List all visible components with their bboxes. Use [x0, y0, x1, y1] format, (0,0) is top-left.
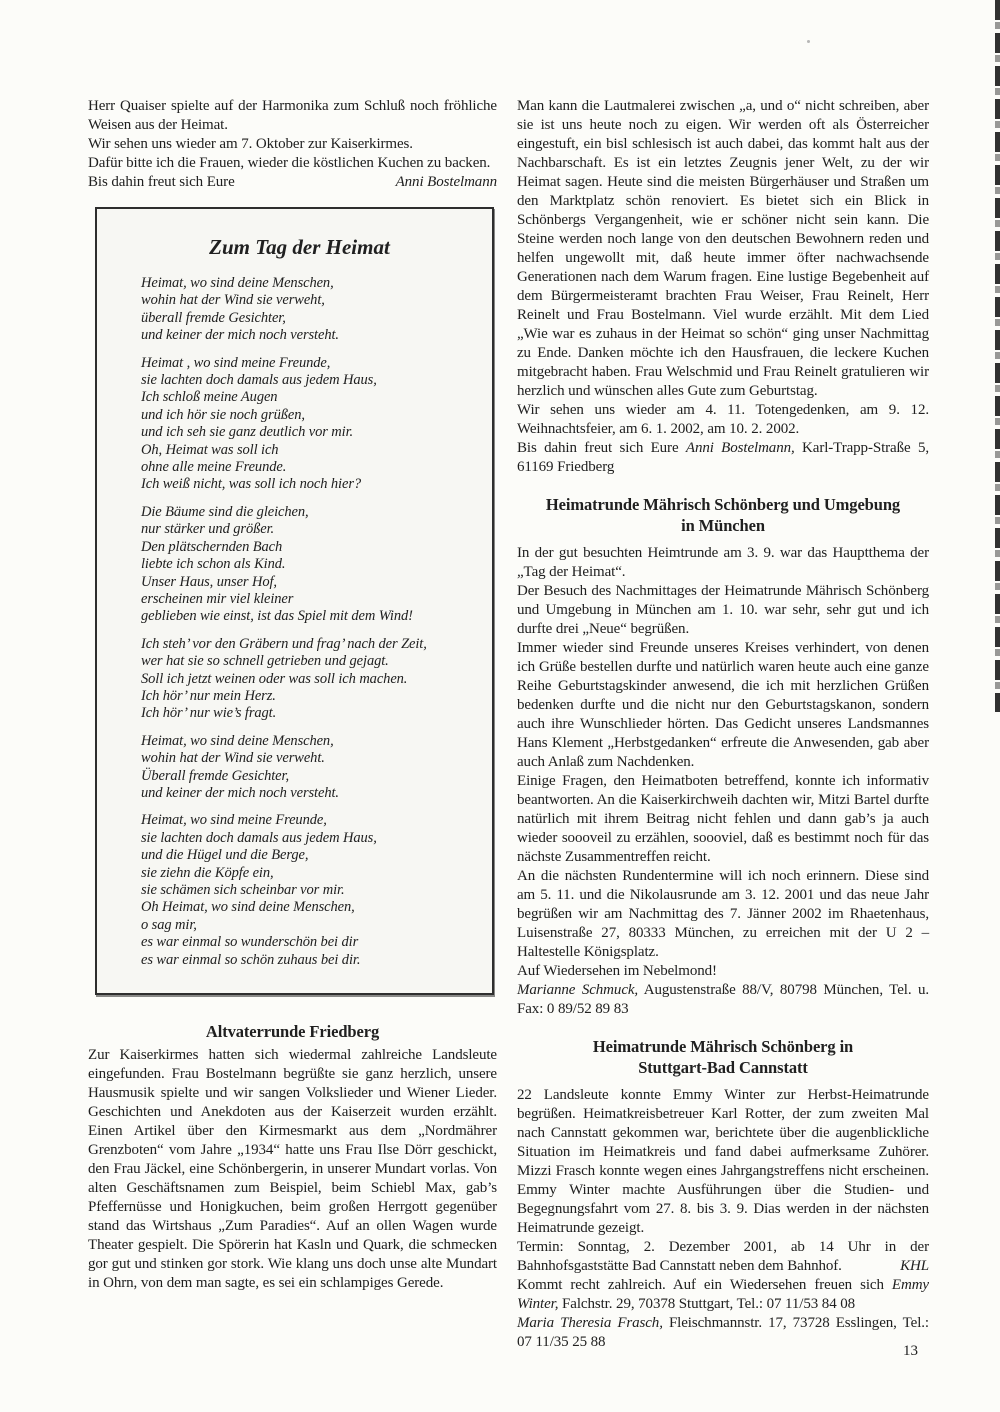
- poem-line: es war einmal so schön zuhaus bei dir.: [141, 951, 361, 968]
- heading-line: Heimatrunde Mährisch Schönberg und Umgebung: [545, 495, 901, 514]
- report-section: [517, 97, 929, 477]
- closing-text: Bis dahin freut sich Eure: [517, 440, 686, 456]
- report-body: Man kann die Lautmalerei zwischen „a, und o“ nicht schreiben, aber sie ist uns heute noch zu eigen. Wir werden oft als Österreicher eingestuft, ein bisl schlesisch ist auch dabei, das kommt halt aus der Nachbarschaft. Es ist ein letztes Zeugnis jener Welt, zu der wir Heimat sagen. Heute sind die meisten Bürgerhäuser und Straßen um den Marktplatz schön renoviert. Es bietet sich ein Blick in Schönbergs Vergangenheit, wie er schöner nicht sein kann. Die Steine werden noch lange von den deutschen Bewohnern reden und helfen ungewollt mit, daß heute immer öfter nachwachsende Generationen nach dem Warum fragen. Eine lustige Begebenheit auf dem Bürgermeisteramt brachten Frau Weiser, Frau Reinelt, Herr Reinelt und Frau Bostelmann. Viel wurde erzählt. Mit dem Lied „Wie war es zuhaus in der Heimat so schön“ ging unser Nachmittag zu Ende. Danken möchte ich den Hausfrauen, die leckere Kuchen mitgebracht haben. Frau Welschmid und Frau Reinelt gratulieren wir herzlich und wünschen alles Gute zum Geburtstag.: [517, 98, 929, 399]
- section-paragraph: Immer wieder sind Freunde unseres Kreises verhindert, von denen ich Grüße bestellen durfte und natürlich waren heute auch eine ganze Reihe Geburtstagskinder anwesend, die ich mit herzlichen Grüßen bedenken durfte und die nicht nur den Geburtstagskanon, sondern auch ihre Wunschlieder hörten. Das Gedicht unseres Landsmannes Hans Klement „Herbstgedanken“ erfreute die Anwesenden, gab aber auch Anlaß zum Nachdenken.: [517, 640, 929, 770]
- poem-line: wohin hat der Wind sie verweht.: [141, 750, 325, 767]
- poem-line: Soll ich jetzt weinen oder was soll ich machen.: [141, 670, 408, 687]
- poem-line: wohin hat der Wind sie verweht,: [141, 292, 325, 309]
- poem-line: Die Bäume sind die gleichen,: [141, 503, 309, 520]
- altvaterrunde-section: [88, 1021, 497, 1293]
- poem-stanza-3: [141, 504, 472, 626]
- poem-stanza-1: [141, 275, 472, 345]
- stuttgart-section: [517, 1036, 929, 1352]
- section-heading: Altvaterrunde Friedberg: [205, 1022, 380, 1042]
- poem-line: Oh, Heimat was soll ich: [141, 441, 279, 458]
- section-heading: [517, 1036, 929, 1078]
- termin-text: Termin: Sonntag, 2. Dezember 2001, ab 14 Uhr in der Bahnhofsgaststätte Bad Cannstatt neben dem Bahnhof.: [517, 1239, 929, 1274]
- intro-closing-line: [88, 173, 497, 192]
- poem-line: und ich seh sie ganz deutlich vor mir.: [141, 424, 354, 441]
- closing-text: Kommt recht zahlreich. Auf ein Wiedersehen freuen sich: [517, 1277, 892, 1293]
- poem-stanza-4: [141, 636, 472, 723]
- contact-line: [517, 981, 929, 1019]
- poem-line: Ich steh’ vor den Gräbern und frag’ nach der Zeit,: [141, 635, 427, 652]
- report-dates: Wir sehen uns wieder am 4. 11. Totengedenken, am 9. 12. Weihnachtsfeier, am 6. 1. 2002, am 10. 2. 2002.: [517, 402, 929, 437]
- section-paragraph: Einige Fragen, den Heimatboten betreffend, konnte ich informativ beantworten. An die Kaiserkirchweih dachten wir, Mitzi Bartel durfte natürlich mit ihrem Beitrag nicht fehlen und dann gab’s ja auch wieder soooveil zu erzählen, soooviel, daß es bestimmt noch für das nächste Zusammentreffen reicht.: [517, 773, 929, 865]
- poem-line: sie lachten doch damals aus jedem Haus,: [141, 372, 377, 389]
- poem-line: und keiner der mich noch versteht.: [141, 327, 339, 344]
- heading-line: in München: [681, 516, 765, 535]
- poem-line: Heimat, wo sind deine Menschen,: [141, 732, 334, 749]
- poem-line: Oh Heimat, wo sind deine Menschen,: [141, 899, 355, 916]
- poem-line: Heimat , wo sind meine Freunde,: [141, 354, 331, 371]
- heading-line: Stuttgart-Bad Cannstatt: [638, 1058, 808, 1077]
- section-paragraph: In der gut besuchten Heimtrunde am 3. 9. war das Hauptthema der „Tag der Heimat“.: [517, 545, 929, 580]
- section-paragraph: An die nächsten Rundentermine will ich noch erinnern. Diese sind am 5. 11. und die Nikolausrunde am 3. 12. 2001 und das neue Jahr begrüßen wir am Nachmittag des 7. Jänner 2002 im Rhaetenhaus, Luisenstraße 27, 80333 München, zu erreichen mit der U 2 – Haltestelle Königsplatz.: [517, 868, 929, 960]
- section-body: Zur Kaiserkirmes hatten sich wiedermal zahlreiche Landsleute eingefunden. Frau Bostelmann begrüßte sie ganz herzlich, unsere Hausmusik spielte und wir sangen Volkslieder und Wiener Lieder. Geschichten und Anekdoten aus der Kaiserzeit wurden erzählt. Einen Artikel über den Kirmesmarkt aus dem „Nordmährer Grenzboten“ vom Jahre „1934“ hatte uns Frau Ilse Dörr geschickt, den Frau Jäckel, eine Schönbergerin, in unserer Mundart vorlas. Von alten Geschäftsnamen zum Beispiel, beim Schiebl Max, gab’s Pfeffernüsse und Honigkuchen, beim großen Herrgott gegenüber stand das Wirtshaus „Zum Paradies“. Auf an ollen Wagen wurde Theater gespielt. Die Spörerin hat Kasln und Quark, die schmecken gor gut und stinken gor stork. Wie klang uns doch unse alte Mundart in Ohrn, von dem man sagte, es sei ein schlampiges Gerede.: [88, 1047, 497, 1292]
- intro-paragraph: Dafür bitte ich die Frauen, wieder die köstlichen Kuchen zu backen.: [88, 155, 491, 171]
- poem-line: sie lachten doch damals aus jedem Haus,: [141, 829, 377, 846]
- contact-line: [517, 1314, 929, 1352]
- scan-edge-artifact: [995, 0, 1000, 712]
- poem-line: Überall fremde Gesichter,: [141, 767, 289, 784]
- poem-line: es war einmal so wunderschön bei dir: [141, 934, 359, 951]
- contact-line: [517, 1276, 929, 1314]
- poem-line: Ich hör’ nur mein Herz.: [141, 687, 276, 704]
- signature-name: Anni Bostelmann: [395, 174, 497, 190]
- left-column: [88, 97, 497, 1293]
- page-number: 13: [903, 1343, 918, 1359]
- poem-line: Ich schloß meine Augen: [141, 389, 278, 406]
- contact-name: Emmy Winter,: [517, 1277, 929, 1312]
- poem-line: erscheinen mir viel kleiner: [141, 590, 294, 607]
- contact-details: Fleischmannstr. 17, 73728 Esslingen, Tel.: 07 11/35 25 88: [517, 1315, 929, 1350]
- poem-stanza-2: [141, 355, 472, 494]
- poem-line: und die Hügel und die Berge,: [141, 847, 309, 864]
- report-closing: [517, 439, 929, 477]
- intro-paragraph: Herr Quaiser spielte auf der Harmonika zum Schluß noch fröhliche Weisen aus der Heimat.: [88, 98, 497, 133]
- scan-speck-artifact: [807, 40, 810, 43]
- poem-line: o sag mir,: [141, 916, 197, 933]
- contact-name: Marianne Schmuck,: [517, 982, 639, 998]
- intro-paragraph: Wir sehen uns wieder am 7. Oktober zur Kaiserkirmes.: [88, 136, 413, 152]
- poem-line: überall fremde Gesichter,: [141, 309, 286, 326]
- contact-details: Falchstr. 29, 70378 Stuttgart, Tel.: 07 11/53 84 08: [558, 1296, 856, 1312]
- poem-line: und ich hör sie noch grüßen,: [141, 406, 305, 423]
- section-paragraph: 22 Landsleute konnte Emmy Winter zur Herbst-Heimatrunde begrüßen. Heimatkreisbetreuer Karl Rotter, der zum zweiten Mal nach Cannstatt gekommen war, berichtete über die augenblickliche Situation im Heimatkreis und fand dabei aufmerksame Zuhörer. Mizzi Frasch konnte wegen eines Jahrgangstreffens nicht erscheinen. Emmy Winter machte Ausführungen über die Studien- und Begegnungsfahrt vom 27. 8. bis 3. 9. Dias werden in der nächsten Heimatrunde gezeigt.: [517, 1087, 929, 1236]
- section-heading: [517, 494, 929, 536]
- poem-line: liebte ich schon als Kind.: [141, 556, 286, 573]
- intro-section: [88, 97, 497, 192]
- poem-line: Ich weiß nicht, was soll ich noch hier?: [141, 476, 362, 493]
- poem-line: Den plätschernden Bach: [141, 538, 283, 555]
- poem-line: Heimat, wo sind deine Menschen,: [141, 275, 334, 291]
- signature-name: Anni Bostelmann,: [685, 440, 795, 456]
- contact-name: Maria Theresia Frasch,: [517, 1315, 663, 1331]
- section-paragraph: Der Besuch des Nachmittages der Heimatrunde Mährisch Schönberg und Umgebung in München am 1. 10. war sehr, sehr gut und ich durfte drei „Neue“ begrüßen.: [517, 583, 929, 637]
- termin-line: [517, 1238, 929, 1276]
- poem-line: Heimat, wo sind meine Freunde,: [141, 812, 327, 829]
- poem-line: ohne alle meine Freunde.: [141, 459, 287, 476]
- section-paragraph: Auf Wiedersehen im Nebelmond!: [517, 963, 717, 979]
- poem-stanza-5: [141, 733, 472, 803]
- heading-line: Heimatrunde Mährisch Schönberg in: [592, 1037, 854, 1056]
- poem-line: Ich hör’ nur wie’s fragt.: [141, 705, 277, 722]
- poem-line: sie schämen sich scheinbar vor mir.: [141, 882, 345, 898]
- closing-address: Karl-Trapp-Straße 5, 61169 Friedberg: [517, 440, 929, 475]
- poem-title: Zum Tag der Heimat: [209, 235, 390, 259]
- poem-line: geblieben wie einst, ist das Spiel mit dem Wind!: [141, 608, 413, 625]
- poem-box: [95, 207, 494, 995]
- poem-line: Unser Haus, unser Hof,: [141, 573, 277, 590]
- poem-line: nur stärker und größer.: [141, 521, 275, 538]
- poem-line: wer hat sie so schnell getrieben und gejagt.: [141, 653, 389, 670]
- poem-line: sie ziehn die Köpfe ein,: [141, 864, 274, 881]
- closing-text: Bis dahin freut sich Eure: [88, 174, 235, 190]
- poem-line: und keiner der mich noch versteht.: [141, 784, 339, 801]
- poem-stanza-6: [141, 812, 472, 969]
- muenchen-section: [517, 494, 929, 1019]
- right-column: [517, 97, 929, 1352]
- author-initials: KHL: [900, 1258, 929, 1274]
- contact-details: Augustenstraße 88/V, 80798 München, Tel. u. Fax: 0 89/52 89 83: [517, 982, 929, 1017]
